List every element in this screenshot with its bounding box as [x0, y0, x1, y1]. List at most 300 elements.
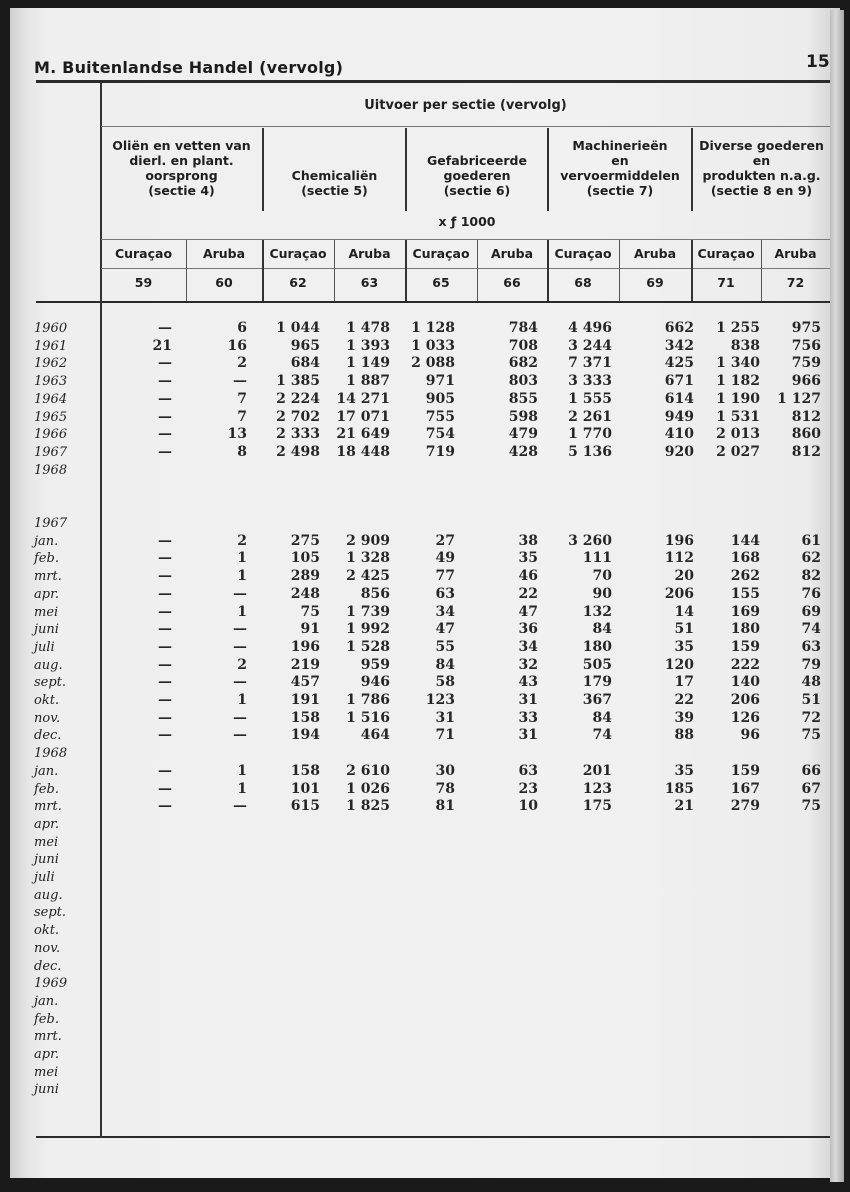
table-cell: —: [233, 709, 247, 726]
table-cell: —: [158, 656, 172, 673]
table-cell: 179: [582, 674, 612, 691]
table-cell: 812: [791, 408, 821, 425]
table-cell: 262: [730, 568, 760, 585]
table-cell: 49: [435, 550, 455, 567]
table-cell: 2 013: [716, 426, 760, 443]
table-cell: 1 825: [346, 798, 390, 815]
table-cell: 31: [435, 709, 455, 726]
table-cell: 35: [674, 638, 694, 655]
table-cell: 47: [435, 621, 455, 638]
table-cell: —: [233, 373, 247, 390]
table-cell: 96: [740, 727, 760, 744]
table-cell: 1 255: [716, 320, 760, 336]
table-cell: 123: [582, 780, 612, 797]
column-number: 69: [646, 275, 664, 290]
table-cell: 180: [730, 621, 760, 638]
table-cell: 784: [508, 320, 538, 336]
table-cell: 1 531: [716, 408, 760, 425]
table-cell: 965: [290, 337, 320, 354]
table-cell: —: [158, 568, 172, 585]
table-cell: 2 425: [346, 568, 390, 585]
table-cell: 855: [508, 390, 538, 407]
row-label-month: juni: [34, 1082, 59, 1098]
table-cell: 1 033: [411, 337, 455, 354]
table-cell: 4 496: [568, 320, 612, 336]
table-cell: 2 333: [276, 426, 320, 443]
table-cell: 905: [425, 390, 455, 407]
table-cell: 126: [730, 709, 760, 726]
row-label-month: dec.: [34, 958, 62, 974]
table-cell: 754: [425, 426, 455, 443]
table-cell: 196: [290, 638, 320, 655]
table-cell: 38: [518, 532, 538, 549]
table-cell: 32: [518, 656, 538, 673]
table-cell: 410: [664, 426, 694, 443]
table-cell: 279: [730, 798, 760, 815]
table-cell: 159: [730, 762, 760, 779]
table-cell: —: [158, 355, 172, 372]
column-number: 71: [717, 275, 735, 290]
table-cell: 1 739: [346, 603, 390, 620]
row-label-month: juni: [34, 622, 59, 638]
table-cell: 20: [674, 568, 694, 585]
table-cell: 17: [674, 674, 694, 691]
table-cell: —: [158, 408, 172, 425]
table-cell: 194: [290, 727, 320, 744]
row-label-year: 1964: [34, 391, 68, 407]
row-label-month: mei: [34, 604, 59, 620]
table-cell: 1 393: [346, 337, 390, 354]
table-cell: 2 261: [568, 408, 612, 425]
row-label-month: nov.: [34, 940, 61, 956]
table-cell: 51: [674, 621, 694, 638]
table-cell: 21: [674, 798, 694, 815]
table-cell: 2 909: [346, 532, 390, 549]
column-number: 65: [432, 275, 450, 290]
row-label-month: jan.: [34, 763, 59, 779]
table-cell: 81: [435, 798, 455, 815]
table-cell: 21: [152, 337, 172, 354]
table-cell: 598: [508, 408, 538, 425]
table-cell: 966: [791, 373, 821, 390]
table-cell: 860: [791, 426, 821, 443]
table-cell: 920: [664, 443, 694, 460]
table-cell: 105: [290, 550, 320, 567]
table-cell: 7: [237, 390, 247, 407]
table-cell: 180: [582, 638, 612, 655]
section-year-label: 1967: [34, 516, 68, 531]
table-cell: —: [158, 603, 172, 620]
table-cell: 17 071: [336, 408, 390, 425]
table-cell: 671: [664, 373, 694, 390]
table-cell: 8: [237, 443, 247, 460]
table-cell: 682: [508, 355, 538, 372]
row-label-month: juli: [34, 870, 55, 885]
table-cell: 82: [801, 568, 821, 585]
column-number: 63: [360, 275, 379, 290]
row-label-month: aug.: [34, 657, 63, 673]
table-cell: 30: [435, 762, 455, 779]
page-edge: [830, 10, 844, 1182]
table-cell: 91: [300, 621, 320, 638]
table-cell: 63: [518, 762, 538, 779]
row-label-year: 1965: [34, 409, 68, 425]
table-cell: 88: [674, 727, 694, 744]
table-cell: 84: [592, 621, 612, 638]
table-cell: 1 044: [276, 320, 320, 336]
table-cell: 1 026: [346, 780, 390, 797]
top-rule: [36, 80, 830, 83]
table-cell: 74: [801, 621, 821, 638]
table-cell: 1 770: [568, 426, 612, 443]
table-cell: 168: [730, 550, 760, 567]
table-cell: 975: [791, 320, 821, 336]
table-cell: —: [158, 798, 172, 815]
table-cell: 7 371: [568, 355, 612, 372]
super-header-line: [101, 126, 830, 127]
table-cell: 158: [290, 709, 320, 726]
section-year-label: 1969: [34, 976, 68, 992]
table-cell: —: [158, 426, 172, 443]
row-label-month: apr.: [34, 816, 59, 832]
table-cell: 856: [360, 585, 390, 602]
row-label-month: feb.: [34, 1011, 59, 1027]
column-number: 59: [134, 275, 153, 290]
column-header: Curaçao: [554, 246, 612, 261]
table-cell: 14 271: [336, 390, 390, 407]
table-cell: 75: [300, 603, 320, 620]
table-cell: 43: [518, 674, 538, 691]
table-cell: 662: [664, 320, 694, 336]
table-cell: 1: [237, 568, 247, 585]
row-label-year: 1960: [34, 321, 68, 336]
table-cell: 222: [730, 656, 760, 673]
table-cell: 755: [425, 408, 455, 425]
table-cell: 175: [582, 798, 612, 815]
table-cell: 425: [664, 355, 694, 372]
table-cell: 46: [518, 568, 538, 585]
table-cell: 14: [674, 603, 694, 620]
table-cell: 1 127: [777, 390, 821, 407]
table-cell: 342: [664, 337, 694, 354]
table-cell: 2: [237, 532, 247, 549]
table-cell: 67: [801, 780, 821, 797]
group-header-sectie-8-9: Diverse goederen en produkten n.a.g. (sectie 8 en 9): [699, 138, 824, 198]
column-number: 68: [574, 275, 592, 290]
row-label-month: okt.: [34, 693, 60, 708]
column-header: Curaçao: [269, 246, 327, 261]
table-cell: 3 260: [568, 532, 612, 549]
table-cell: 76: [801, 585, 821, 602]
table-cell: 206: [664, 585, 694, 602]
table-cell: 1 190: [716, 390, 760, 407]
table-cell: 1: [237, 550, 247, 567]
table-cell: 206: [730, 692, 760, 708]
table-cell: 201: [582, 762, 612, 779]
table-cell: —: [158, 780, 172, 797]
table-cell: 2 027: [716, 443, 760, 460]
table-cell: —: [233, 798, 247, 815]
table-cell: 756: [791, 337, 821, 354]
table-cell: 1 516: [346, 709, 390, 726]
table-cell: 1 887: [346, 373, 390, 390]
table-cell: 31: [518, 727, 538, 744]
column-header: Aruba: [774, 246, 817, 261]
table-cell: 464: [360, 727, 390, 744]
table-cell: 36: [518, 621, 538, 638]
table-cell: 63: [801, 638, 821, 655]
table-cell: 708: [508, 337, 538, 354]
table-cell: —: [158, 320, 172, 336]
table-cell: —: [233, 638, 247, 655]
table-cell: 185: [664, 780, 694, 797]
table-cell: 33: [518, 709, 538, 726]
table-cell: 158: [290, 762, 320, 779]
section-year-label: 1968: [34, 746, 68, 762]
group-header-sectie-7: Machinerieën en vervoermiddelen (sectie 7): [560, 138, 680, 198]
page-number: 15: [806, 52, 830, 72]
table-cell: 112: [664, 550, 694, 567]
table-cell: 16: [227, 337, 247, 354]
table-cell: 615: [290, 798, 320, 815]
table-cell: 31: [518, 692, 538, 708]
table-cell: 23: [518, 780, 538, 797]
table-cell: —: [158, 709, 172, 726]
table-cell: 6: [237, 320, 247, 336]
table-cell: 79: [801, 656, 821, 673]
table-cell: 1: [237, 692, 247, 708]
table-cell: 35: [518, 550, 538, 567]
table-cell: 248: [290, 585, 320, 602]
table-cell: 21 649: [336, 426, 390, 443]
table-cell: 84: [435, 656, 455, 673]
table-cell: 1 786: [346, 692, 390, 708]
table-cell: 289: [290, 568, 320, 585]
table-cell: 159: [730, 638, 760, 655]
table-cell: 169: [730, 603, 760, 620]
header-bottom-rule: [36, 301, 830, 303]
table-cell: 27: [435, 532, 455, 549]
row-label-month: mei: [34, 1064, 59, 1080]
row-label-month: mrt.: [34, 1029, 62, 1045]
table-cell: 77: [435, 568, 455, 585]
table-cell: 7: [237, 408, 247, 425]
table-cell: 719: [425, 443, 455, 460]
row-label-year: 1967: [34, 444, 68, 460]
table-cell: 2: [237, 355, 247, 372]
table-cell: 34: [518, 638, 538, 655]
table-cell: 479: [508, 426, 538, 443]
table-cell: 63: [435, 585, 455, 602]
group-header-line: [101, 239, 830, 240]
row-label-month: jan.: [34, 533, 59, 549]
table-cell: —: [158, 638, 172, 655]
table-cell: 219: [290, 656, 320, 673]
table-cell: 1 478: [346, 320, 390, 336]
table-cell: 155: [730, 585, 760, 602]
row-label-month: sept.: [34, 675, 67, 691]
table-cell: 34: [435, 603, 455, 620]
table-cell: —: [233, 585, 247, 602]
column-header: Aruba: [348, 246, 391, 261]
table-cell: 1: [237, 780, 247, 797]
table-cell: 367: [582, 692, 612, 708]
table-cell: 2 088: [411, 355, 455, 372]
column-header: Curaçao: [412, 246, 470, 261]
row-label-year: 1963: [34, 374, 68, 390]
table-cell: 684: [290, 355, 320, 372]
table-cell: 144: [730, 532, 760, 549]
bottom-rule: [36, 1136, 830, 1138]
table-cell: 457: [290, 674, 320, 691]
table-cell: 167: [730, 780, 760, 797]
table-cell: —: [158, 550, 172, 567]
table-cell: 123: [425, 692, 455, 708]
table-cell: 2 498: [276, 443, 320, 460]
table-cell: 3 333: [568, 373, 612, 390]
table-cell: —: [233, 621, 247, 638]
table-cell: 75: [801, 727, 821, 744]
row-label-month: juni: [34, 852, 59, 868]
table-cell: 946: [360, 674, 390, 691]
table-cell: —: [158, 762, 172, 779]
table-cell: 69: [801, 603, 821, 620]
table-cell: 191: [290, 692, 320, 708]
table-cell: —: [158, 727, 172, 744]
table-cell: 74: [592, 727, 612, 744]
table-cell: 1 149: [346, 355, 390, 372]
table-cell: 132: [582, 603, 612, 620]
table-cell: 949: [664, 408, 694, 425]
table-cell: 140: [730, 674, 760, 691]
page-title: M. Buitenlandse Handel (vervolg): [34, 58, 344, 77]
unit-label: x ƒ 1000: [438, 214, 496, 229]
table-cell: 51: [801, 692, 821, 708]
table-cell: 2 224: [276, 390, 320, 407]
table-cell: 3 244: [568, 337, 612, 354]
table-cell: 959: [360, 656, 390, 673]
group-header-sectie-5: Chemicaliën (sectie 5): [291, 168, 378, 198]
table-cell: 18 448: [336, 443, 390, 460]
table-cell: 35: [674, 762, 694, 779]
table-cell: 70: [592, 568, 612, 585]
row-label-year: 1961: [34, 338, 68, 354]
table-cell: 428: [508, 443, 538, 460]
table-cell: 22: [674, 692, 694, 708]
table-cell: —: [158, 390, 172, 407]
table-cell: 505: [582, 656, 612, 673]
table-cell: 1: [237, 603, 247, 620]
column-number: 62: [289, 275, 307, 290]
table-cell: 66: [801, 762, 821, 779]
table-cell: 58: [435, 674, 455, 691]
row-label-month: feb.: [34, 551, 59, 567]
table-cell: 803: [508, 373, 538, 390]
table-cell: 971: [425, 373, 455, 390]
table-cell: 75: [801, 798, 821, 815]
table-cell: 55: [435, 638, 455, 655]
group-header-sectie-4: Oliën en vetten van dierl. en plant. oorsprong (sectie 4): [112, 138, 251, 198]
table-cell: —: [158, 443, 172, 460]
table-cell: 1 528: [346, 638, 390, 655]
table-cell: —: [158, 674, 172, 691]
row-label-month: aug.: [34, 887, 63, 903]
table-cell: 196: [664, 532, 694, 549]
table-cell: 84: [592, 709, 612, 726]
column-header: Aruba: [202, 246, 246, 261]
row-label-month: jan.: [34, 993, 59, 1009]
super-header: Uitvoer per sectie (vervolg): [364, 98, 567, 113]
table-cell: —: [158, 692, 172, 708]
table-cell: 48: [801, 674, 821, 691]
column-header: Curaçao: [697, 246, 755, 261]
row-label-year: 1966: [34, 427, 68, 443]
row-label-month: sept.: [34, 905, 67, 921]
table-cell: 1 555: [568, 390, 612, 407]
table-cell: 120: [664, 656, 694, 673]
colname-line: [101, 268, 830, 269]
table-cell: 838: [730, 337, 760, 354]
table-cell: —: [233, 727, 247, 744]
row-label-year: 1962: [34, 356, 68, 372]
table-cell: —: [158, 585, 172, 602]
row-label-month: apr.: [34, 1047, 59, 1062]
row-label-month: okt.: [34, 923, 60, 939]
table-cell: 1 128: [411, 320, 455, 336]
group-header-sectie-6: Gefabriceerde goederen (sectie 6): [427, 153, 527, 198]
table-cell: 101: [290, 780, 320, 797]
table-cell: 10: [518, 798, 538, 815]
row-label-month: mrt.: [34, 569, 62, 585]
table-cell: 71: [435, 727, 455, 744]
table-cell: 1 328: [346, 550, 390, 567]
column-number: 72: [786, 275, 805, 290]
table-cell: —: [158, 532, 172, 549]
row-label-month: mei: [34, 834, 59, 850]
table-cell: 90: [592, 585, 612, 602]
table-cell: 275: [290, 532, 320, 549]
table-cell: 62: [801, 550, 821, 567]
column-header: Aruba: [633, 246, 677, 261]
table-cell: 1 340: [716, 355, 760, 372]
table-cell: 2: [237, 656, 247, 673]
table-cell: —: [233, 674, 247, 691]
table-cell: 2 702: [276, 408, 320, 425]
table-cell: 22: [518, 585, 538, 602]
table-cell: 1 182: [716, 373, 760, 390]
table-cell: 812: [791, 443, 821, 460]
table-cell: 759: [791, 355, 821, 372]
table-cell: 61: [801, 532, 821, 549]
row-label-month: dec.: [34, 728, 62, 744]
row-label-month: feb.: [34, 781, 59, 797]
row-label-month: mrt.: [34, 799, 62, 815]
row-label-year: 1968: [34, 462, 68, 478]
table-cell: 39: [674, 709, 694, 726]
table-cell: 78: [435, 780, 455, 797]
table-cell: 13: [227, 426, 247, 443]
table-cell: 111: [582, 550, 612, 567]
table-cell: 2 610: [346, 762, 390, 779]
table-cell: 47: [518, 603, 538, 620]
column-number: 66: [503, 275, 521, 290]
table-cell: 5 136: [568, 443, 612, 460]
table-cell: —: [158, 621, 172, 638]
table-cell: 614: [664, 390, 694, 407]
table-cell: 72: [801, 709, 821, 726]
table-cell: —: [158, 373, 172, 390]
row-label-month: nov.: [34, 710, 61, 726]
